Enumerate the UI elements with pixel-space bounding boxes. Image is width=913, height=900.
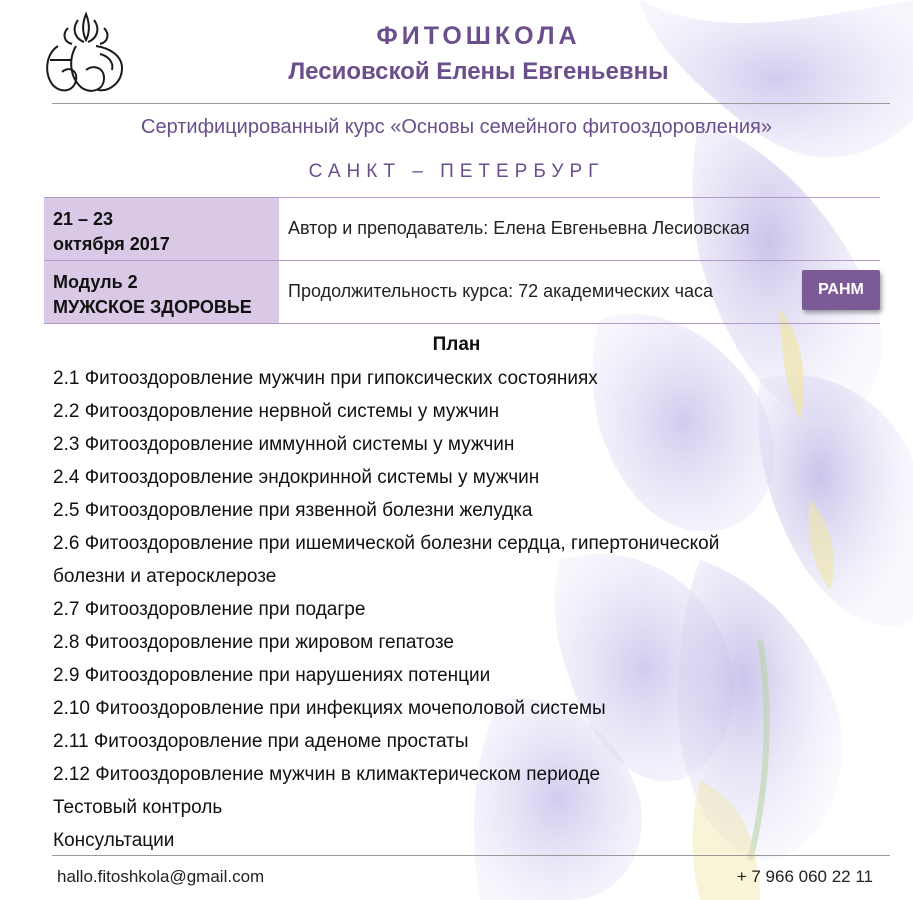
- dates-line-2: октября 2017: [53, 234, 170, 254]
- plan-item: 2.4 Фитооздоровление эндокринной системы у мужчин: [53, 467, 540, 488]
- city-label: САНКТ – ПЕТЕРБУРГ: [308, 161, 605, 182]
- school-owner-name: Лесиовской Елены Евгеньевны: [288, 58, 669, 85]
- info-row-module: [44, 260, 880, 324]
- plan-item: 2.11 Фитооздоровление при аденоме простаты: [53, 731, 469, 752]
- contact-email[interactable]: hallo.fitoshkola@gmail.com: [57, 867, 265, 886]
- dates-cell: [44, 198, 279, 260]
- plan-item: 2.5 Фитооздоровление при язвенной болезни желудка: [53, 500, 533, 521]
- plan-item: 2.10 Фитооздоровление при инфекциях мочеполовой системы: [53, 698, 606, 719]
- plan-item: болезни и атеросклерозе: [53, 566, 277, 587]
- course-title: Сертифицированный курс «Основы семейного фитооздоровления»: [141, 116, 772, 138]
- ranm-badge: РАНМ: [802, 270, 880, 310]
- module-line-1: Модуль 2: [53, 272, 138, 292]
- plan-item: 2.9 Фитооздоровление при нарушениях потенции: [53, 665, 491, 686]
- plan-list: [53, 362, 853, 857]
- plan-item: Тестовый контроль: [53, 797, 223, 818]
- plan-item: 2.8 Фитооздоровление при жировом гепатозе: [53, 632, 454, 653]
- plan-item: 2.2 Фитооздоровление нервной системы у мужчин: [53, 401, 500, 422]
- footer-divider: [52, 855, 890, 856]
- plan-item: 2.1 Фитооздоровление мужчин при гипоксических состояниях: [53, 368, 598, 389]
- module-cell: [44, 261, 279, 323]
- author-text: Автор и преподаватель: Елена Евгеньевна Лесиовская: [288, 218, 750, 238]
- plan-heading: План: [432, 334, 481, 355]
- dates-line-1: 21 – 23: [53, 209, 114, 229]
- course-info-table: [44, 197, 880, 324]
- module-line-2: МУЖСКОЕ ЗДОРОВЬЕ: [53, 297, 252, 317]
- plan-item: 2.3 Фитооздоровление иммунной системы у мужчин: [53, 434, 515, 455]
- plan-item: 2.12 Фитооздоровление мужчин в климактерическом периоде: [53, 764, 601, 785]
- school-title: ФИТОШКОЛА: [376, 22, 581, 50]
- header-divider: [52, 103, 890, 104]
- plan-item: 2.6 Фитооздоровление при ишемической болезни сердца, гипертонической: [53, 533, 720, 554]
- duration-text: Продолжительность курса: 72 академических часа: [288, 281, 714, 301]
- plan-item: 2.7 Фитооздоровление при подагре: [53, 599, 366, 620]
- plan-item: Консультации: [53, 830, 175, 851]
- contact-phone[interactable]: + 7 966 060 22 11: [736, 867, 873, 886]
- info-row-dates: [44, 197, 880, 260]
